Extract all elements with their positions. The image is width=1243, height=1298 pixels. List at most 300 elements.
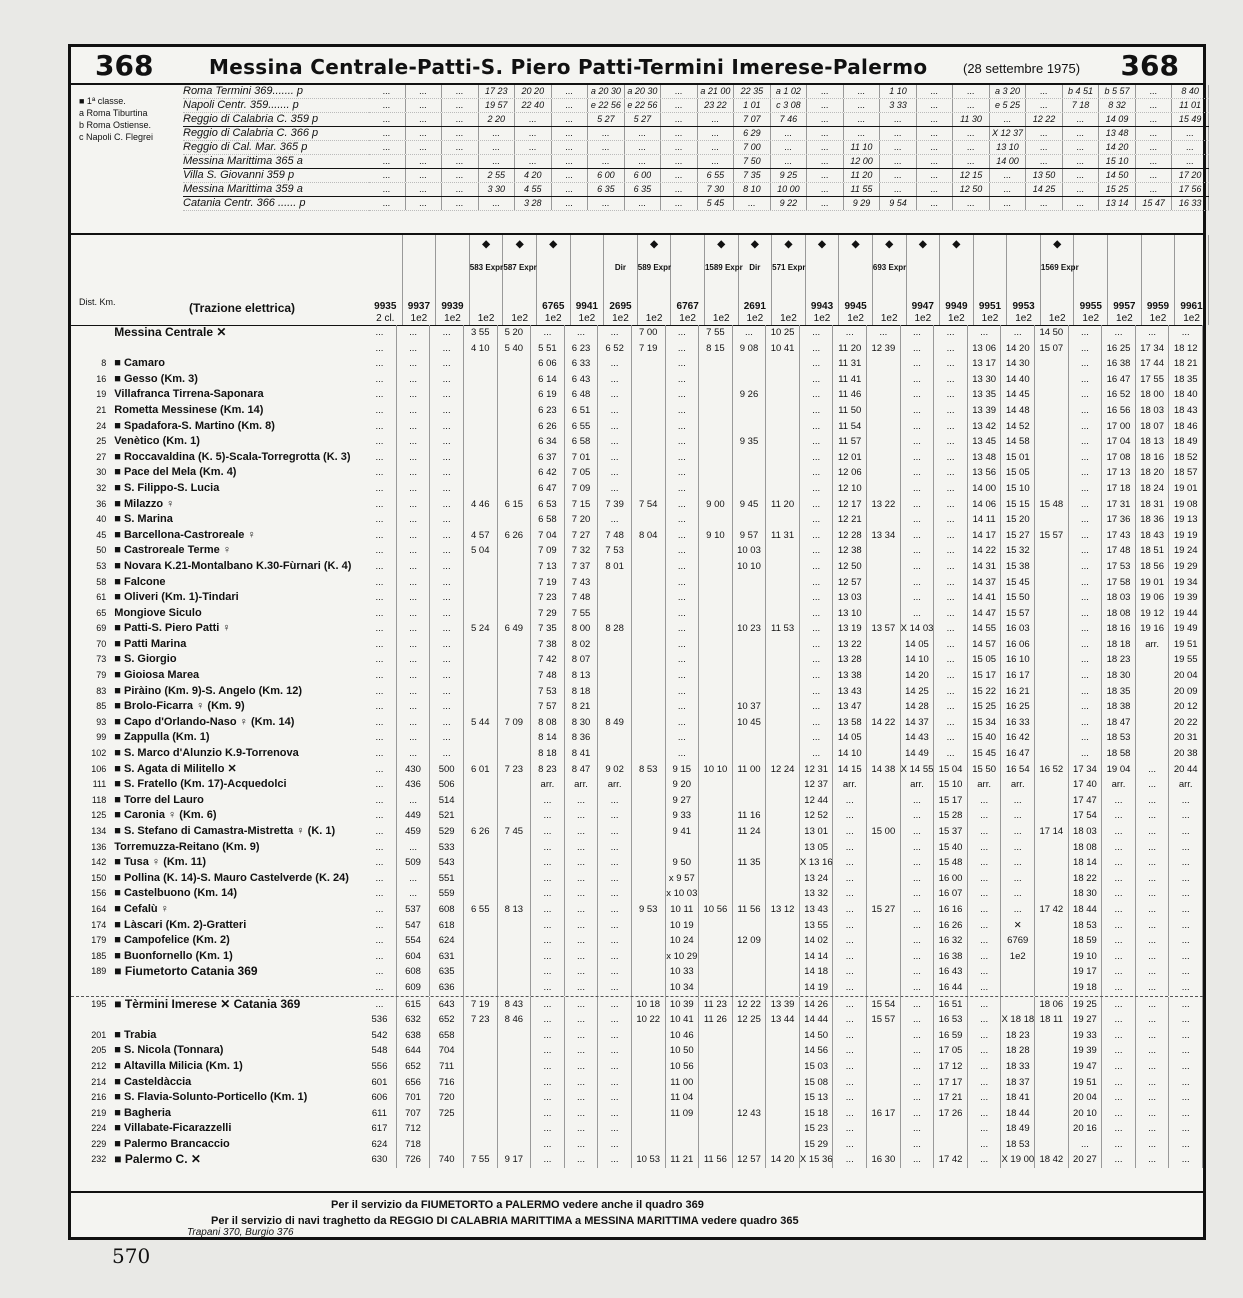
time-cell: 18 03 [1102,590,1136,606]
time-cell: ... [565,1121,599,1137]
time-cell: ... [901,949,935,965]
time-cell: 14 02 [800,933,834,949]
time-cell: 18 44 [1001,1106,1035,1122]
time-cell: ... [1136,1028,1170,1044]
time-cell [699,481,733,497]
time-cell [464,637,498,653]
time-cell: 10 18 [632,997,666,1013]
time-cell: ... [901,528,935,544]
time-cell [464,590,498,606]
time-cell: ... [397,559,431,575]
time-cell: arr. [901,777,935,793]
station-name: ■ S. Agata di Militello ✕ [114,762,237,775]
time-cell: 7 53 [531,684,565,700]
time-cell: 543 [430,855,464,871]
time-cell [867,886,901,902]
time-cell [464,918,498,934]
time-cell: 5 51 [531,341,565,357]
time-cell [699,824,733,840]
station-name: ■ Gioiosa Marea [114,669,200,682]
time-cell: 19 01 [1169,481,1203,497]
time-cell: ... [1069,419,1103,435]
train-class: 1e2 [511,313,529,324]
connection-time: ... [917,113,954,126]
train-number: 9961 [1180,301,1203,312]
time-cell: 8 14 [531,730,565,746]
station-row [71,746,1203,762]
connection-time: ... [1172,127,1209,140]
connection-time: ... [442,155,479,168]
time-cell: 449 [397,808,431,824]
train-column-header [806,235,840,325]
time-cell: 20 10 [1069,1106,1103,1122]
time-cell: ... [363,559,397,575]
time-cell: 6 19 [531,387,565,403]
train-column-header [571,235,605,325]
connection-time: ... [479,155,516,168]
time-cell: ... [363,528,397,544]
connection-time: 3 28 [515,197,552,210]
time-cell: ... [1169,997,1203,1013]
time-cell: ... [1001,325,1035,341]
time-cell [766,933,800,949]
time-cell: ... [1102,325,1136,341]
time-cell [1035,886,1069,902]
time-cell: ... [363,949,397,965]
time-cell: 13 56 [968,465,1002,481]
time-cell: 17 54 [1069,808,1103,824]
time-cell [699,606,733,622]
time-cell [464,840,498,856]
time-cell: 16 59 [934,1028,968,1044]
time-cell: 13 58 [833,715,867,731]
time-cell [699,1075,733,1091]
station-km: 70 [96,638,107,649]
connection-time: e 5 25 [990,99,1027,112]
time-cell: 6769 [1001,933,1035,949]
time-cell [867,1137,901,1153]
station-name: ■ Patti Marina [114,637,187,650]
station-km: 125 [91,810,107,821]
time-cell: ... [934,419,968,435]
time-cell: 14 40 [1001,372,1035,388]
time-cell: 18 00 [1136,387,1170,403]
diamond-icon: ◆ [885,239,894,250]
time-cell: 18 14 [1069,855,1103,871]
time-cell: 551 [430,871,464,887]
time-cell: 18 57 [1169,465,1203,481]
time-cell: ... [397,684,431,700]
time-cell: 7 29 [531,606,565,622]
time-cell: ... [1169,840,1203,856]
connection-times [369,85,1209,211]
time-cell: 17 05 [934,1043,968,1059]
time-cell [867,964,901,980]
station-name: ■ Novara K.21-Montalbano K.30-Fùrnari (K. 4) [114,559,352,572]
time-cell [464,793,498,809]
time-cell: 18 31 [1136,497,1170,513]
time-cell: ... [363,964,397,980]
station-name: Rometta Messinese (Km. 14) [114,403,264,416]
time-cell: ... [363,450,397,466]
time-cell [733,575,767,591]
time-cell: ... [968,871,1002,887]
connection-time: ... [369,141,406,154]
connection-time: 4 55 [515,183,552,196]
train-class: 1e2 [679,313,696,324]
time-cell [498,403,532,419]
station-name: ■ Piràino (Km. 9)-S. Angelo (Km. 12) [114,684,303,697]
time-cell: ... [363,871,397,887]
time-cell: ... [968,808,1002,824]
time-cell [934,1121,968,1137]
time-cell: ... [833,949,867,965]
time-cell: ... [397,372,431,388]
time-cell [733,668,767,684]
station-km [71,980,110,996]
train-column-header [940,235,974,325]
connection-time: ... [515,141,552,154]
time-cell: 11 35 [733,855,767,871]
connection-time: a 20 30 [625,85,662,98]
time-cell: ... [565,1106,599,1122]
time-cell [699,886,733,902]
station-row [71,715,1203,731]
time-cell: ... [968,902,1002,918]
station-row [71,419,1203,435]
time-cell: 7 55 [699,325,733,341]
time-cell: 12 44 [800,793,834,809]
time-cell: ... [833,1059,867,1075]
time-cell [498,481,532,497]
time-cell: ... [833,1137,867,1153]
time-cell: ... [1102,902,1136,918]
time-cell [632,450,666,466]
time-cell [598,575,632,591]
connection-time: 7 50 [734,155,771,168]
time-cell: 10 50 [666,1043,700,1059]
connection-time: ... [1136,155,1173,168]
time-cell [632,652,666,668]
time-cell [766,419,800,435]
connection-station: Roma Termini 369....... p [183,85,369,99]
time-cell: ... [531,840,565,856]
connection-time: 22 35 [734,85,771,98]
time-cell: 19 01 [1136,575,1170,591]
time-cell: ... [430,543,464,559]
station-km: 53 [96,560,107,571]
train-class: 1e2 [712,313,730,324]
time-cell: 14 10 [901,652,935,668]
connection-time: ... [990,113,1027,126]
time-cell: ... [934,652,968,668]
time-cell: 15 34 [968,715,1002,731]
time-cell: 17 00 [1102,419,1136,435]
station-name: ■ Cefalù ♀ [114,902,169,915]
time-cell [699,356,733,372]
time-cell: arr. [598,777,632,793]
time-cell [766,652,800,668]
time-cell: ... [531,325,565,341]
time-cell: ... [397,840,431,856]
time-cell: 720 [430,1090,464,1106]
time-cell: 14 48 [1001,403,1035,419]
time-cell: 13 30 [968,372,1002,388]
time-cell: ... [1001,871,1035,887]
time-cell [632,886,666,902]
station-row [71,341,1203,357]
time-cell: 12 22 [733,997,767,1013]
station-name: ■ Tusa ♀ (Km. 11) [114,856,206,869]
time-cell: ... [1001,808,1035,824]
connection-time: ... [1026,141,1063,154]
time-cell: X 19 00 [1001,1152,1035,1168]
time-cell [498,543,532,559]
time-cell: 19 55 [1169,652,1203,668]
connection-time: ... [442,127,479,140]
time-cell: ... [565,808,599,824]
time-cell: 18 20 [1136,465,1170,481]
connection-time: ... [953,197,990,210]
time-cell: 15 10 [934,777,968,793]
connection-time: ... [917,127,954,140]
station-row [71,528,1203,544]
station-km: 25 [96,436,107,447]
time-cell: 19 39 [1169,590,1203,606]
time-cell [1035,840,1069,856]
time-cell: ... [430,621,464,637]
station-row [71,481,1203,497]
time-cell: ... [1169,933,1203,949]
time-cell: ... [397,356,431,372]
time-cell [733,886,767,902]
time-cell: 18 58 [1102,746,1136,762]
time-cell: ... [934,590,968,606]
time-cell: ... [430,606,464,622]
time-cell: ... [968,1152,1002,1168]
connection-time: ... [1136,113,1173,126]
time-cell: 13 42 [968,419,1002,435]
time-cell: ... [666,730,700,746]
time-cell: 10 19 [666,918,700,934]
time-cell: ... [565,1152,599,1168]
train-category: 587 Expr [503,263,537,272]
time-cell [1001,964,1035,980]
time-cell: x 9 57 [666,871,700,887]
time-cell: 15 57 [1035,528,1069,544]
time-cell: ... [598,840,632,856]
time-cell: ... [565,1043,599,1059]
time-cell: ... [430,590,464,606]
time-cell [464,808,498,824]
connection-time: ... [406,85,443,98]
time-cell: ... [968,325,1002,341]
connection-time: ... [661,141,698,154]
time-cell: ... [565,1012,599,1028]
time-cell: 18 07 [1136,419,1170,435]
time-cell: ... [666,325,700,341]
time-cell: 19 16 [1136,621,1170,637]
time-cell: 13 47 [833,699,867,715]
time-cell: ... [363,699,397,715]
time-cell: 13 35 [968,387,1002,403]
time-cell: 7 05 [565,465,599,481]
time-cell: ... [901,575,935,591]
time-cell: 18 16 [1136,450,1170,466]
train-column-header [1108,235,1142,325]
time-cell: 8 49 [598,715,632,731]
station-km: 195 [91,998,107,1009]
time-cell: 17 44 [1136,356,1170,372]
time-cell [632,933,666,949]
train-class: 1e2 [1149,313,1167,324]
time-cell: ... [598,481,632,497]
time-cell [699,933,733,949]
time-cell: ... [565,824,599,840]
connection-time: ... [771,141,808,154]
connection-time: ... [552,183,589,196]
connection-time: 8 40 [1172,85,1209,98]
time-cell: 19 08 [1169,497,1203,513]
time-cell: ... [666,403,700,419]
connection-time: ... [552,197,589,210]
train-column-header [638,235,672,325]
time-cell: 711 [430,1059,464,1075]
time-cell [733,918,767,934]
time-cell: 7 55 [565,606,599,622]
connection-time: 6 35 [588,183,625,196]
connection-time: ... [1136,99,1173,112]
time-cell: 6 23 [565,341,599,357]
time-cell: ... [901,450,935,466]
station-km: 45 [96,529,107,540]
time-cell: 17 43 [1102,528,1136,544]
time-cell: ... [833,918,867,934]
time-cell [464,684,498,700]
train-column-header [772,235,806,325]
connection-time: ... [1136,183,1173,196]
time-cell: 15 29 [800,1137,834,1153]
connection-time: ... [917,197,954,210]
time-cell: 14 37 [968,575,1002,591]
time-cell: 11 53 [766,621,800,637]
connection-time: 22 40 [515,99,552,112]
time-cell: ... [901,419,935,435]
time-cell: ... [666,465,700,481]
station-name: ■ Capo d'Orlando-Naso ♀ (Km. 14) [114,715,295,728]
time-cell [699,637,733,653]
time-cell: ... [666,559,700,575]
connection-time: ... [807,155,844,168]
time-cell: ... [934,450,968,466]
time-cell: ... [1102,840,1136,856]
time-cell: 9 33 [666,808,700,824]
station-name [110,980,363,996]
time-cell [632,1028,666,1044]
connection-time: ... [552,155,589,168]
time-cell: 18 53 [1069,918,1103,934]
time-cell [464,730,498,746]
time-cell: ... [430,325,464,341]
time-cell [699,1137,733,1153]
time-cell: 10 41 [666,1012,700,1028]
time-cell: 652 [397,1059,431,1075]
time-cell: 18 51 [1136,543,1170,559]
time-cell: 19 12 [1136,606,1170,622]
time-cell: 638 [397,1028,431,1044]
station-row [71,762,1203,778]
time-cell [699,575,733,591]
station-name: ■ Campofelice (Km. 2) [114,934,230,947]
time-cell: ... [934,684,968,700]
time-cell [699,855,733,871]
time-cell: 18 23 [1001,1028,1035,1044]
time-cell [867,387,901,403]
time-cell: ... [565,871,599,887]
connection-time: ... [807,197,844,210]
time-cell: ... [531,1106,565,1122]
time-cell [867,1090,901,1106]
time-cell [699,746,733,762]
time-cell: 459 [397,824,431,840]
time-cell: ... [968,840,1002,856]
time-cell: arr. [565,777,599,793]
time-cell [733,652,767,668]
time-cell: ... [901,465,935,481]
connection-time: 13 10 [990,141,1027,154]
time-cell: ... [833,1075,867,1091]
time-cell: ... [901,824,935,840]
connection-station: Villa S. Giovanni 359 p [183,169,369,183]
time-cell: 13 44 [766,1012,800,1028]
time-cell [733,746,767,762]
time-cell: ... [833,1043,867,1059]
time-cell: ... [363,997,397,1013]
time-cell: 707 [397,1106,431,1122]
station-row [71,387,1203,403]
time-cell: 7 00 [632,325,666,341]
time-cell: ... [968,1075,1002,1091]
time-cell: ... [363,980,397,996]
time-cell: ... [598,1028,632,1044]
train-number: 9945 [844,301,867,312]
station-km: 111 [92,779,107,790]
time-cell: 14 52 [1001,419,1035,435]
train-category: 1569 Expr [1040,263,1079,272]
time-cell [699,590,733,606]
time-cell [867,1028,901,1044]
time-cell: ... [430,372,464,388]
time-cell [498,637,532,653]
train-column-header [1142,235,1176,325]
time-cell: ... [1136,918,1170,934]
time-cell: ... [968,949,1002,965]
time-cell: ... [901,341,935,357]
time-cell [1136,668,1170,684]
time-cell: ... [666,419,700,435]
time-cell: 8 13 [498,902,532,918]
station-name: ■ Barcellona-Castroreale ♀ [114,528,256,541]
time-cell: 12 57 [733,1152,767,1168]
time-cell: 7 09 [531,543,565,559]
station-row [71,1106,1203,1122]
time-cell [632,372,666,388]
time-cell: 15 57 [1001,606,1035,622]
time-cell: 15 22 [968,684,1002,700]
station-km: 73 [96,654,107,665]
time-cell: 19 13 [1169,512,1203,528]
time-cell [632,949,666,965]
